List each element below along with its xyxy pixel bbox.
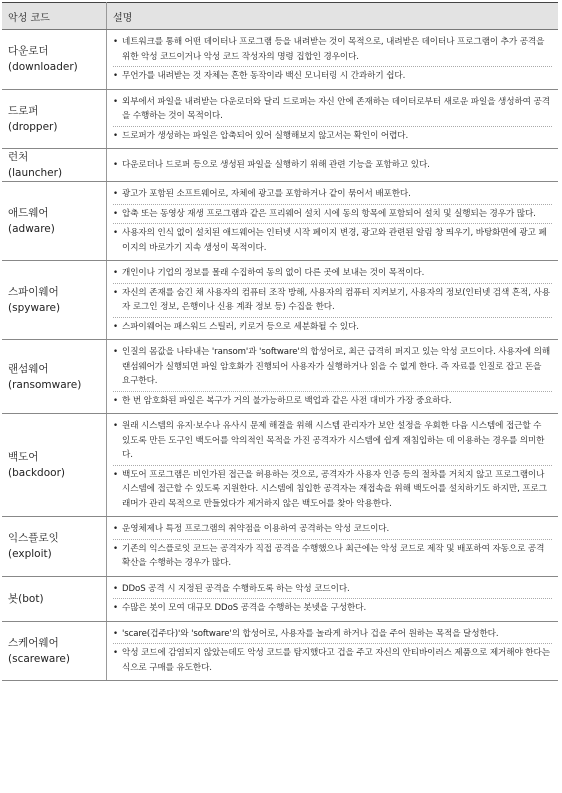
malware-name-cell xyxy=(2,576,107,621)
malware-types-table xyxy=(2,2,558,681)
description-item: • 인질의 몸값을 나타내는 'ransom'과 'software'의 합성어로, 최근 급격히 퍼지고 있는 악성 코드이다. 사용자에 의해 랜섬웨어가 실행되면 파일 암호화가 진행되어 사용자가 실행하거나 읽을 수 없게 한다. 즉 자료를 인질로 잡고 돈을 요구한다. xyxy=(113,343,552,392)
malware-description-cell xyxy=(107,517,559,577)
table-row xyxy=(2,89,558,149)
malware-name: 백도어 xyxy=(8,451,39,463)
malware-english-name: (ransomware) xyxy=(8,378,82,391)
malware-name-cell xyxy=(2,149,107,182)
malware-name: 다운로더 xyxy=(8,45,49,58)
description-item: • 스파이웨어는 패스워드 스틸러, 키로거 등으로 세분화될 수 있다. xyxy=(113,318,552,337)
malware-name: 봇(bot) xyxy=(8,592,44,605)
malware-description-cell xyxy=(107,89,559,149)
description-item: • 사용자의 인식 없이 설치된 애드웨어는 인터넷 시작 페이지 변경, 광고와 관련된 알림 창 띄우기, 바탕화면에 광고 페이지의 바로가기 지속 생성이 목적이다. xyxy=(113,224,552,257)
malware-description-cell xyxy=(107,30,559,90)
description-list xyxy=(113,625,552,678)
table-row xyxy=(2,261,558,340)
malware-name: 랜섬웨어 xyxy=(8,362,49,375)
malware-name: 스파이웨어 xyxy=(8,286,59,298)
malware-english-name: (scareware) xyxy=(8,652,70,665)
description-item: • 'scare(겁주다)'와 'software'의 합성어로, 사용자를 놀라게 하거나 겁을 주어 원하는 목적을 달성한다. xyxy=(113,625,552,645)
malware-name: 익스플로잇 xyxy=(8,532,59,545)
description-list xyxy=(113,343,552,410)
malware-name-cell xyxy=(2,89,107,149)
description-item: • DDoS 공격 시 지정된 공격을 수행하도록 하는 악성 코드이다. xyxy=(113,580,552,600)
malware-name-cell xyxy=(2,340,107,414)
malware-english-name: (exploit) xyxy=(8,548,52,561)
description-item: • 악성 코드에 감염되지 않았는데도 악성 코드를 탐지했다고 겁을 주고 자신의 안티바이러스 제품으로 제거해야 한다는 식으로 구매를 유도한다. xyxy=(113,644,552,677)
malware-name-cell xyxy=(2,30,107,90)
description-item: • 자신의 존재를 숨긴 채 사용자의 컴퓨터 조작 방해, 사용자의 컴퓨터 지켜보기, 사용자의 정보(인터넷 검색 흔적, 사용자 로그인 정보, 은행이나 신용 계좌 정보 등) 수집을 한다. xyxy=(113,284,552,318)
malware-english-name: (spyware) xyxy=(8,302,61,314)
malware-name-cell xyxy=(2,621,107,681)
table-row xyxy=(2,30,558,90)
malware-name: 스케어웨어 xyxy=(8,636,59,649)
description-item: • 다운로더나 드로퍼 등으로 생성된 파일을 실행하기 위해 관련 기능을 포함하고 있다. xyxy=(113,156,552,175)
description-item: • 광고가 포함된 소프트웨어로, 자체에 광고를 포함하거나 같이 묶어서 배포한다. xyxy=(113,185,552,205)
malware-name-cell xyxy=(2,261,107,340)
malware-description-cell xyxy=(107,149,559,182)
description-item: • 수많은 봇이 모여 대규모 DDoS 공격을 수행하는 봇넷을 구성한다. xyxy=(113,599,552,618)
table-body xyxy=(2,30,558,681)
malware-name-cell xyxy=(2,517,107,577)
malware-description-cell xyxy=(107,576,559,621)
malware-description-cell xyxy=(107,621,559,681)
malware-name-cell xyxy=(2,182,107,261)
malware-english-name: (adware) xyxy=(8,223,55,235)
malware-name: 애드웨어 xyxy=(8,207,49,219)
description-list xyxy=(113,93,552,146)
table-row xyxy=(2,517,558,577)
description-item: • 백도어 프로그램은 비인가된 접근을 허용하는 것으로, 공격자가 사용자 인증 등의 절차를 거치지 않고 프로그램이나 시스템에 접근할 수 있도록 지원한다. 시스템에 침입한 공격자는 재접속을 위해 백도어를 설치하기도 하지만, 프로그래머가 관리 목적으로 만들었다가 제거하지 않은 백도어를 찾아 악용한다. xyxy=(113,466,552,514)
description-item: • 외부에서 파일을 내려받는 다운로더와 달리 드로퍼는 자신 안에 존재하는 데이터로부터 새로운 파일을 생성하여 공격을 수행하는 것이 목적이다. xyxy=(113,93,552,127)
header-description: 설명 xyxy=(107,3,559,30)
table-row xyxy=(2,621,558,681)
description-item: • 무언가를 내려받는 것 자체는 흔한 동작이라 백신 모니터링 시 간과하기 쉽다. xyxy=(113,67,552,86)
table-header-row xyxy=(2,3,558,30)
malware-name: 런처 xyxy=(8,151,29,163)
header-type: 악성 코드 xyxy=(2,3,107,30)
malware-english-name: (backdoor) xyxy=(8,467,65,479)
malware-description-cell xyxy=(107,182,559,261)
description-item: • 압축 또는 동영상 재생 프로그램과 같은 프리웨어 설치 시에 동의 항목에 포함되어 설치 및 실행되는 경우가 많다. xyxy=(113,205,552,225)
description-item: • 운영체제나 특정 프로그램의 취약점을 이용하여 공격하는 악성 코드이다. xyxy=(113,520,552,540)
description-item: • 드로퍼가 생성하는 파일은 압축되어 있어 실행해보지 않고서는 확인이 어렵다. xyxy=(113,127,552,146)
description-list xyxy=(113,33,552,86)
malware-english-name: (downloader) xyxy=(8,61,78,74)
table-row xyxy=(2,414,558,517)
description-list xyxy=(113,156,552,175)
description-list xyxy=(113,580,552,618)
table-row xyxy=(2,182,558,261)
malware-english-name: (dropper) xyxy=(8,120,58,133)
table-row xyxy=(2,149,558,182)
malware-name-cell xyxy=(2,414,107,517)
malware-description-cell xyxy=(107,261,559,340)
description-list xyxy=(113,185,552,257)
description-list xyxy=(113,264,552,336)
malware-name: 드로퍼 xyxy=(8,104,39,117)
description-list xyxy=(113,417,552,513)
description-item: • 개인이나 기업의 정보를 몰래 수집하여 동의 없이 다른 곳에 보내는 것이 목적이다. xyxy=(113,264,552,284)
description-list xyxy=(113,520,552,573)
description-item: • 기존의 익스플로잇 코드는 공격자가 직접 공격을 수행했으나 최근에는 악성 코드로 제작 및 배포하여 자동으로 공격 확산을 수행하는 경우가 많다. xyxy=(113,540,552,573)
description-item: • 네트워크를 통해 어떤 데이터나 프로그램 등을 내려받는 것이 목적으로, 내려받은 데이터나 프로그램이 추가 공격을 위한 악성 코드이거나 악성 코드 작성자의 명령 집합인 경우이다. xyxy=(113,33,552,67)
table-row xyxy=(2,576,558,621)
description-item: • 한 번 암호화된 파일은 복구가 거의 불가능하므로 백업과 같은 사전 대비가 가장 중요하다. xyxy=(113,392,552,411)
description-item: • 원래 시스템의 유지·보수나 유사시 문제 해결을 위해 시스템 관리자가 보안 설정을 우회한 다음 시스템에 접근할 수 있도록 만든 도구인 백도어를 악의적인 목적을 가진 공격자가 시스템에 쉽게 재침입하는 데 이용하는 경우를 의미한다. xyxy=(113,417,552,466)
malware-english-name: (launcher) xyxy=(8,167,63,179)
malware-description-cell xyxy=(107,414,559,517)
table-row xyxy=(2,340,558,414)
malware-description-cell xyxy=(107,340,559,414)
